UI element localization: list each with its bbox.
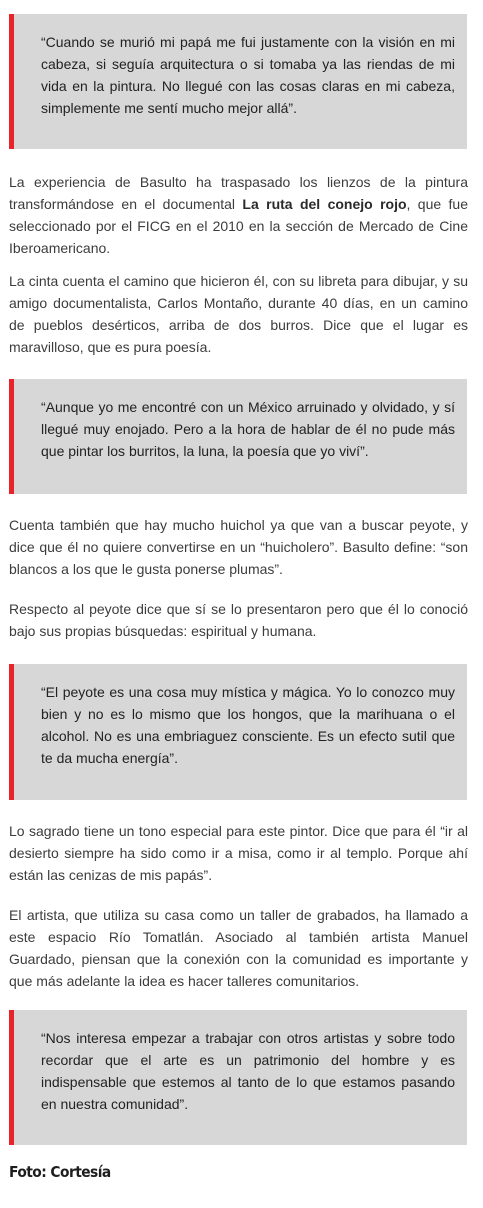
paragraph-3: Cuenta también que hay mucho huichol ya que van a buscar peyote, y dice que él no quiere convertirse en un “huicholero”. Basulto define: “son blancos a los que le gusta ponerse plumas”. <box>9 517 468 577</box>
paragraph-text: La experiencia de Basulto ha traspasado los lienzos de la pintura transformándose en el documental <box>9 174 468 212</box>
quote-text: “Aunque yo me encontré con un México arruinado y olvidado, y sí llegué muy enojado. Pero a la hora de hablar de él no pude más que pintar los burritos, la luna, la poesía que yo viví”. <box>41 399 455 459</box>
blockquote-4 <box>9 1010 467 1145</box>
photo-credit: Foto: Cortesía <box>9 1163 111 1181</box>
paragraph-2: La cinta cuenta el camino que hicieron él, con su libreta para dibujar, y su amigo documentalista, Carlos Montaño, durante 40 días, en un camino de pueblos desérticos, arriba de dos burros. Dice que el lugar es maravilloso, que es pura poesía. <box>9 273 468 355</box>
paragraph-1 <box>9 171 468 259</box>
paragraph-6: El artista, que utiliza su casa como un taller de grabados, ha llamado a este espacio Río Tomatlán. Asociado al también artista Manuel Guardado, piensan que la conexión con la comunidad es importante y que más adelante la idea es hacer talleres comunitarios. <box>9 907 468 989</box>
paragraph-4: Respecto al peyote dice que sí se lo presentaron pero que él lo conoció bajo sus propias búsquedas: espiritual y humana. <box>9 601 468 639</box>
blockquote-1 <box>9 14 467 149</box>
documentary-title: La ruta del conejo rojo <box>242 196 407 212</box>
paragraph-5: Lo sagrado tiene un tono especial para este pintor. Dice que para él “ir al desierto siempre ha sido como ir a misa, como ir al templo. Porque ahí están las cenizas de mis papás”. <box>9 823 468 883</box>
quote-text: “El peyote es una cosa muy mística y mágica. Yo lo conozco muy bien y no es lo mismo que los hongos, que la marihuana o el alcohol. No es una embriaguez consciente. Es un efecto sutil que te da mucha energía”. <box>41 684 455 766</box>
blockquote-3 <box>9 664 467 800</box>
paragraph-text: , que fue seleccionado por el FICG en el 2010 en la sección de Mercado de Cine Iberoamericano. <box>9 196 468 256</box>
blockquote-2 <box>9 379 467 494</box>
quote-text: “Nos interesa empezar a trabajar con otros artistas y sobre todo recordar que el arte es un patrimonio del hombre y es indispensable que estemos al tanto de lo que estamos pasando en nuestra comunidad”. <box>41 1030 455 1112</box>
quote-text: “Cuando se murió mi papá me fui justamente con la visión en mi cabeza, si seguía arquitectura o si tomaba ya las riendas de mi vida en la pintura. No llegué con las cosas claras en mi cabeza, simplemente me sentí mucho mejor allá”. <box>41 34 455 116</box>
